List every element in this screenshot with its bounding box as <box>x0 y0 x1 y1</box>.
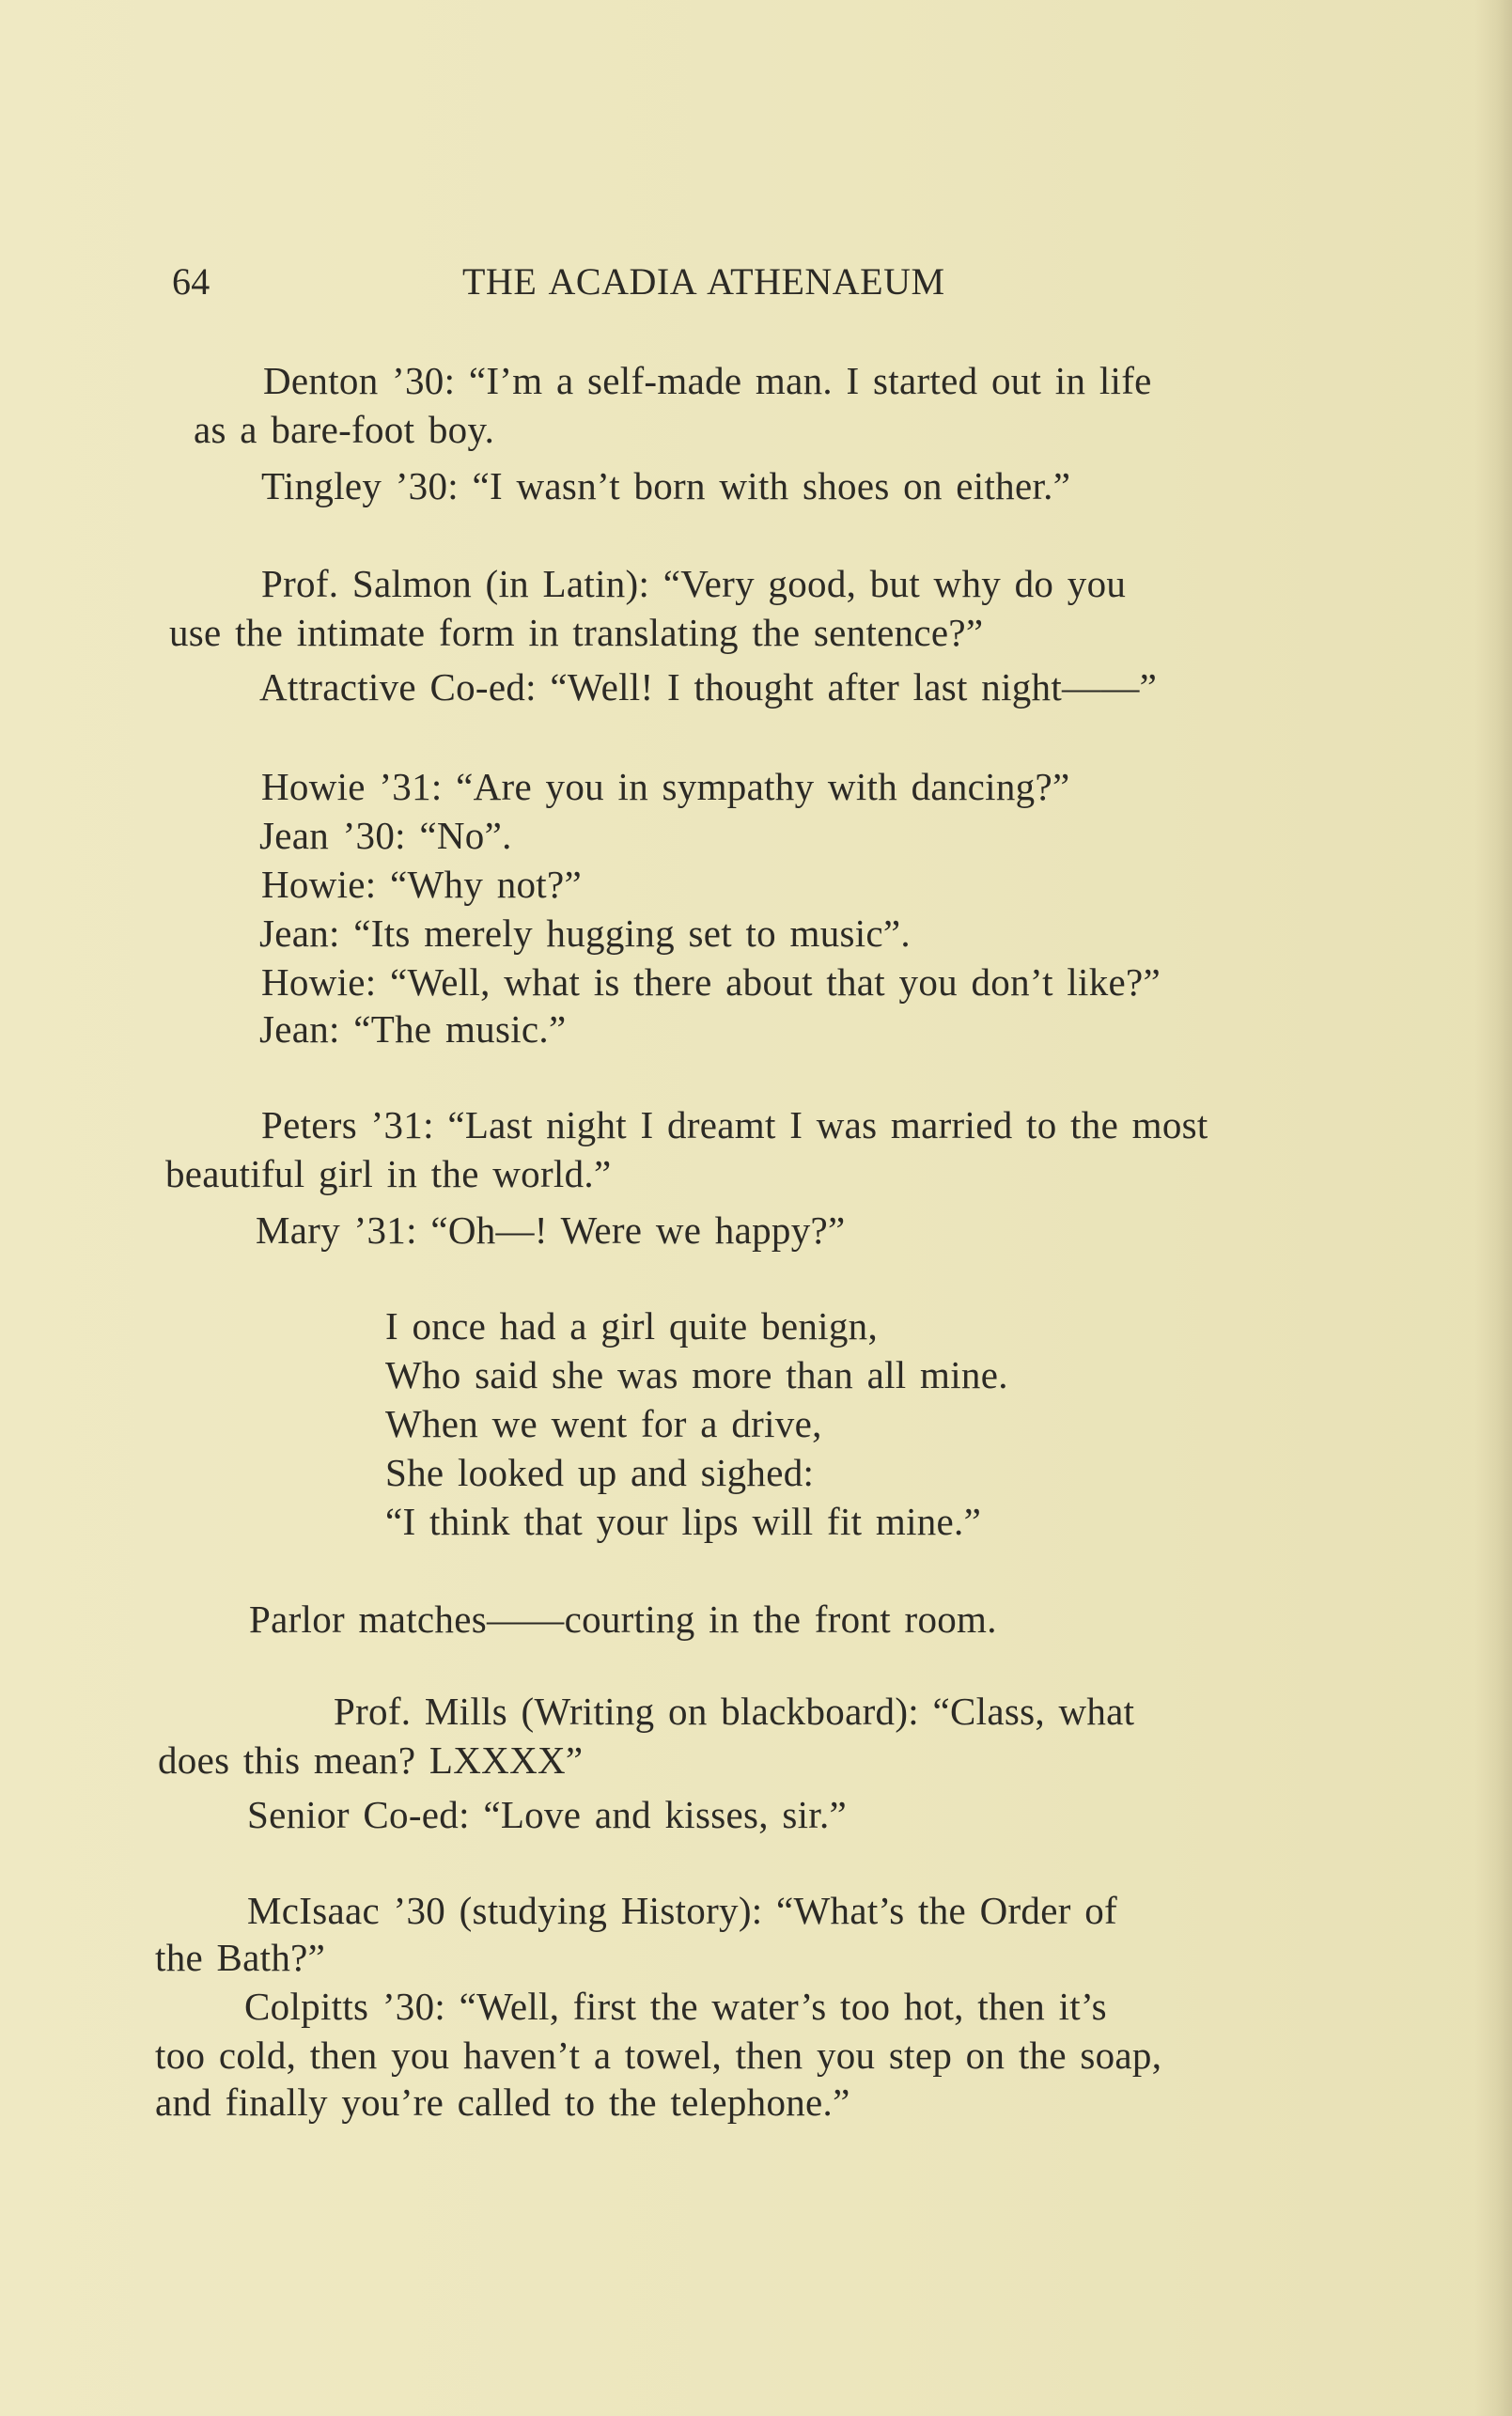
text-line: McIsaac ’30 (studying History): “What’s the Order of <box>247 1889 1117 1932</box>
text-line: Prof. Mills (Writing on blackboard): “Class, what <box>334 1690 1135 1733</box>
text-line: Parlor matches——courting in the front room. <box>249 1598 997 1641</box>
text-line: Jean: “Its merely hugging set to music”. <box>259 912 911 955</box>
text-line: Attractive Co-ed: “Well! I thought after last night——” <box>259 665 1158 709</box>
page-number: 64 <box>172 260 210 303</box>
running-header-title: THE ACADIA ATHENAEUM <box>462 260 945 303</box>
page-edge-shadow <box>1474 0 1512 2416</box>
poem-line: Who said she was more than all mine. <box>385 1353 1008 1396</box>
text-line: Howie: “Well, what is there about that you don’t like?” <box>261 960 1161 1004</box>
text-line: the Bath?” <box>155 1936 326 1979</box>
text-line: Howie ’31: “Are you in sympathy with dancing?” <box>261 765 1070 808</box>
text-line: Colpitts ’30: “Well, first the water’s too hot, then it’s <box>244 1985 1107 2028</box>
poem-line: “I think that your lips will fit mine.” <box>385 1500 982 1543</box>
text-line: Prof. Salmon (in Latin): “Very good, but why do you <box>261 562 1127 605</box>
poem-line: She looked up and sighed: <box>385 1451 815 1494</box>
text-line: Jean: “The music.” <box>259 1007 567 1051</box>
text-line: Senior Co-ed: “Love and kisses, sir.” <box>247 1793 848 1836</box>
text-line: does this mean? LXXXX” <box>158 1738 584 1782</box>
poem-line: I once had a girl quite benign, <box>385 1304 878 1348</box>
text-line: Peters ’31: “Last night I dreamt I was married to the most <box>261 1103 1208 1146</box>
text-line: Denton ’30: “I’m a self-made man. I started out in life <box>263 359 1152 402</box>
text-line: Howie: “Why not?” <box>261 863 582 906</box>
text-line: too cold, then you haven’t a towel, then you step on the soap, <box>155 2034 1162 2077</box>
text-line: beautiful girl in the world.” <box>165 1152 612 1195</box>
text-line: and finally you’re called to the telephone.” <box>155 2081 850 2124</box>
text-line: Tingley ’30: “I wasn’t born with shoes on either.” <box>261 464 1071 507</box>
text-line: Jean ’30: “No”. <box>259 814 512 857</box>
text-line: use the intimate form in translating the sentence?” <box>169 611 984 654</box>
text-line: as a bare-foot boy. <box>194 408 495 451</box>
poem-line: When we went for a drive, <box>385 1402 822 1445</box>
text-line: Mary ’31: “Oh—! Were we happy?” <box>256 1208 846 1252</box>
